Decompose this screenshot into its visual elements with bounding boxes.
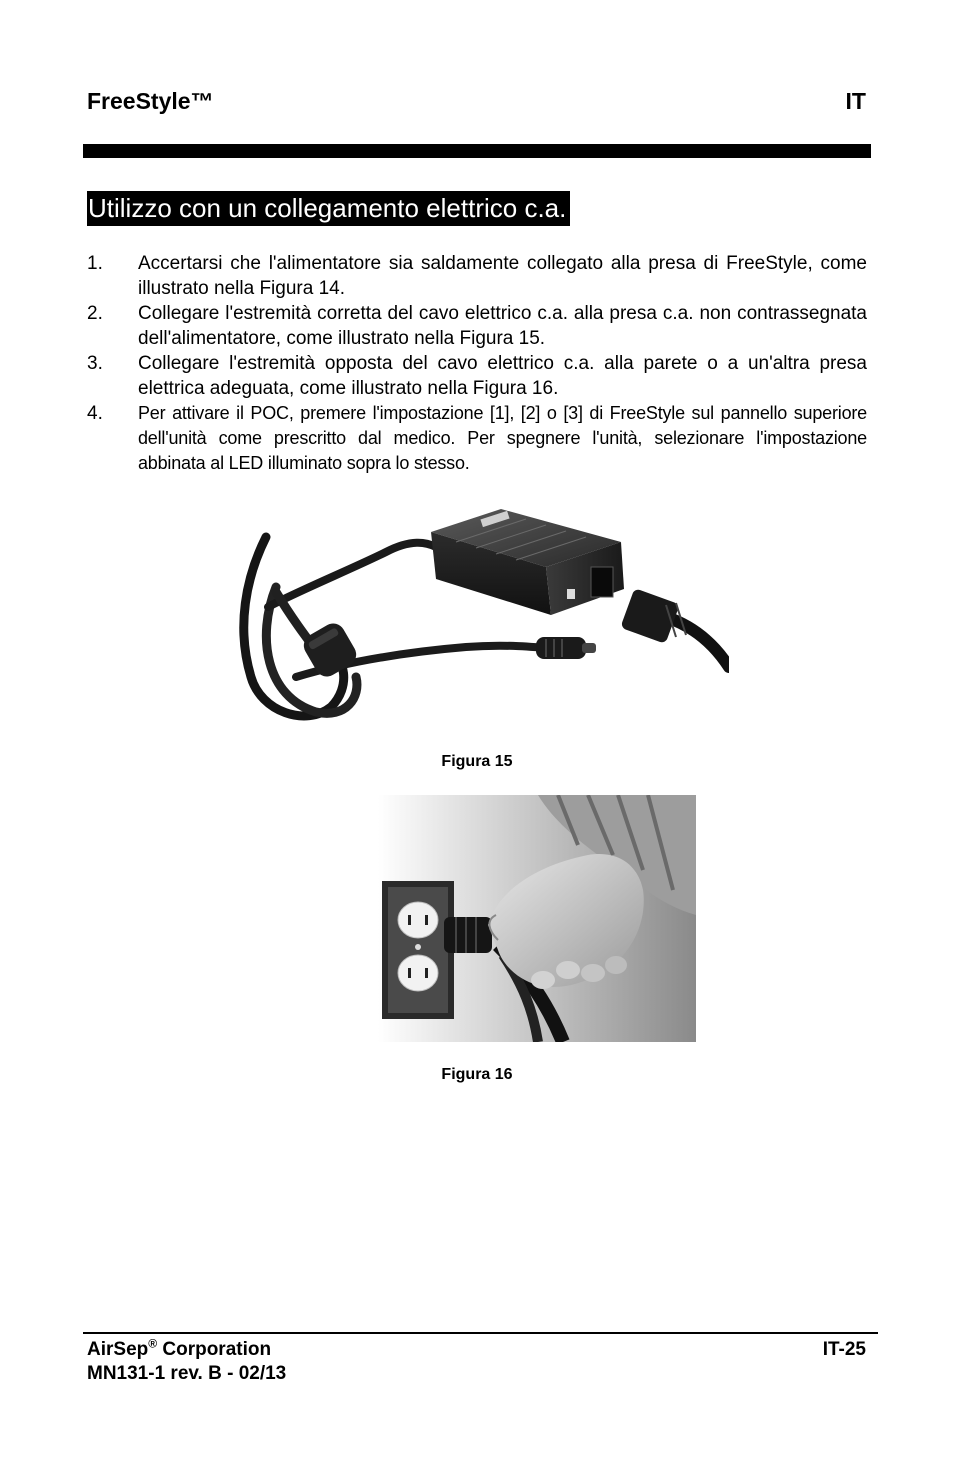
figure-16-caption: Figura 16 [441, 1066, 513, 1083]
wall-outlet-illustration [378, 795, 696, 1042]
footer-company [87, 1338, 286, 1362]
list-item [87, 401, 867, 476]
header-language: IT [845, 88, 866, 114]
step-number: 2. [87, 303, 103, 324]
power-supply-illustration [236, 497, 729, 734]
section-title: Utilizzo con un collegamento elettrico c.a. [87, 191, 570, 226]
figure-16-wall-outlet-photo [378, 795, 696, 1042]
step-text: Per attivare il POC, premere l'impostazione [1], [2] o [3] di FreeStyle sul pannello superiore dell'unità come prescritto dal medico. Per spegnere l'unità, selezionare l'impostazione abbinata al LED illuminato sopra lo stesso. [138, 403, 867, 473]
registered-mark: ® [148, 1336, 158, 1351]
step-number: 1. [87, 253, 103, 274]
footer-rule [83, 1332, 878, 1334]
company-name: AirSep [87, 1339, 149, 1360]
figure-15-power-supply-photo [236, 497, 729, 734]
list-item [87, 301, 867, 351]
header-rule [83, 144, 871, 158]
figure-15-caption: Figura 15 [441, 753, 513, 770]
list-item [87, 351, 867, 401]
step-number: 3. [87, 353, 103, 374]
list-item [87, 251, 867, 301]
step-text: Accertarsi che l'alimentatore sia saldamente collegato alla presa di FreeStyle, come illustrato nella Figura 14. [138, 253, 867, 299]
page-number: IT-25 [822, 1339, 866, 1360]
instruction-list [87, 251, 867, 476]
footer-left [87, 1338, 286, 1386]
step-text: Collegare l'estremità corretta del cavo elettrico c.a. alla presa c.a. non contrassegnata dell'alimentatore, come illustrato nella Figura 15. [138, 303, 867, 349]
footer-doc-ref: MN131-1 rev. B - 02/13 [87, 1363, 287, 1384]
header-title: FreeStyle™ [87, 88, 214, 114]
company-suffix: Corporation [157, 1339, 272, 1360]
step-number: 4. [87, 403, 103, 424]
step-text: Collegare l'estremità opposta del cavo elettrico c.a. alla parete o a un'altra presa elettrica adeguata, come illustrato nella Figura 16. [138, 353, 867, 399]
